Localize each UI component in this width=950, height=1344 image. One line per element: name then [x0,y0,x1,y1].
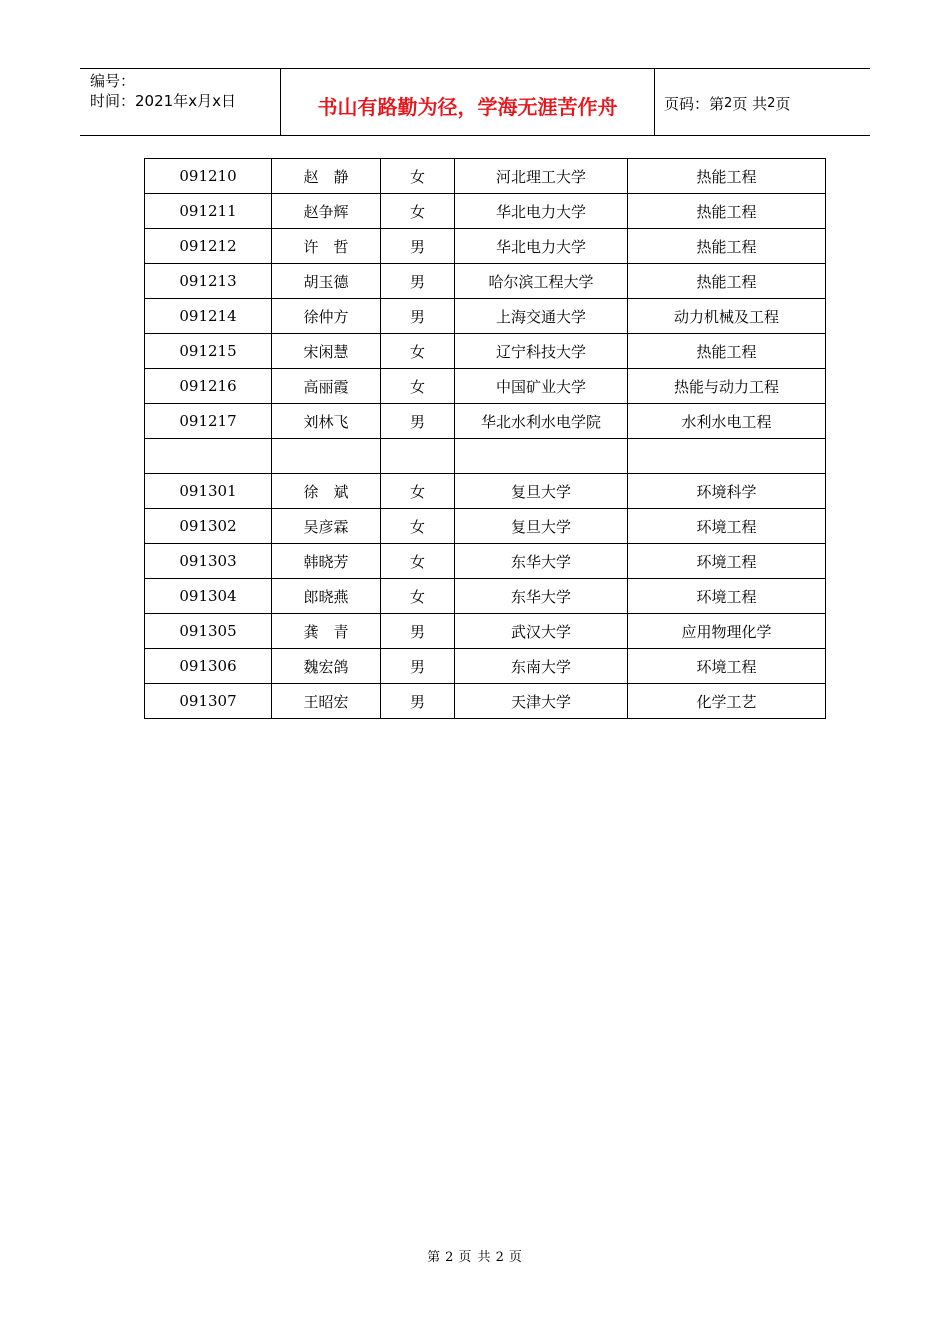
page-mid: 页 共 [732,94,768,113]
page-footer [0,1246,950,1265]
name-cell: 吴彦霖 [272,509,381,544]
major-cell: 环境科学 [628,474,826,509]
university-cell: 天津大学 [455,684,628,719]
name-cell: 郎晓燕 [272,579,381,614]
student-id-cell: 091213 [145,264,272,299]
name-cell: 许 哲 [272,229,381,264]
name-cell: 王昭宏 [272,684,381,719]
name-cell: 魏宏鸽 [272,649,381,684]
name-cell: 赵 静 [272,159,381,194]
university-cell: 华北电力大学 [455,194,628,229]
footer-current: 2 [445,1250,455,1265]
university-cell: 河北理工大学 [455,159,628,194]
name-cell [272,439,381,474]
page-label: 页码： [664,94,710,113]
page-prefix: 第 [709,94,725,113]
time-value: 2021年x月x日 [135,92,236,110]
name-cell: 刘林飞 [272,404,381,439]
time-line [90,91,280,111]
student-id-cell: 091303 [145,544,272,579]
major-cell: 应用物理化学 [628,614,826,649]
gender-cell: 女 [381,509,455,544]
university-cell: 东华大学 [455,579,628,614]
page-header [80,68,870,136]
header-motto: 书山有路勤为径，学海无涯苦作舟 [281,69,655,135]
name-cell: 徐仲方 [272,299,381,334]
gender-cell: 女 [381,194,455,229]
gender-cell: 女 [381,579,455,614]
name-cell: 宋闲慧 [272,334,381,369]
table-row [145,229,826,264]
gender-cell: 女 [381,369,455,404]
student-id-cell: 091304 [145,579,272,614]
table-row [145,299,826,334]
table-row [145,474,826,509]
gender-cell: 女 [381,334,455,369]
student-id-cell: 091217 [145,404,272,439]
major-cell [628,439,826,474]
gender-cell [381,439,455,474]
major-cell: 热能工程 [628,194,826,229]
name-cell: 韩晓芳 [272,544,381,579]
name-cell: 龚 青 [272,614,381,649]
student-id-cell: 091305 [145,614,272,649]
major-cell: 热能与动力工程 [628,369,826,404]
table-row [145,264,826,299]
gender-cell: 男 [381,229,455,264]
university-cell: 复旦大学 [455,509,628,544]
gender-cell: 男 [381,684,455,719]
table-row [145,684,826,719]
table-row [145,334,826,369]
university-cell: 哈尔滨工程大学 [455,264,628,299]
major-cell: 环境工程 [628,579,826,614]
table-row [145,194,826,229]
university-cell: 辽宁科技大学 [455,334,628,369]
gender-cell: 男 [381,264,455,299]
footer-mid: 页 共 [458,1250,492,1265]
header-meta [80,69,281,135]
student-id-cell: 091212 [145,229,272,264]
university-cell [455,439,628,474]
table-row [145,404,826,439]
gender-cell: 男 [381,614,455,649]
roster-body [145,159,826,719]
major-cell: 热能工程 [628,159,826,194]
page-total: 2 [767,95,776,111]
table-row [145,614,826,649]
name-cell: 胡玉德 [272,264,381,299]
gender-cell: 男 [381,404,455,439]
student-id-cell [145,439,272,474]
major-cell: 环境工程 [628,509,826,544]
page-suffix: 页 [775,94,791,113]
table-row [145,649,826,684]
name-cell: 徐 斌 [272,474,381,509]
footer-prefix: 第 [427,1250,442,1265]
major-cell: 水利水电工程 [628,404,826,439]
table-row [145,509,826,544]
major-cell: 热能工程 [628,334,826,369]
gender-cell: 女 [381,544,455,579]
major-cell: 热能工程 [628,264,826,299]
student-roster-table [144,158,826,719]
university-cell: 中国矿业大学 [455,369,628,404]
student-id-cell: 091302 [145,509,272,544]
major-cell: 热能工程 [628,229,826,264]
gender-cell: 男 [381,649,455,684]
university-cell: 上海交通大学 [455,299,628,334]
student-id-cell: 091216 [145,369,272,404]
student-id-cell: 091215 [145,334,272,369]
university-cell: 东华大学 [455,544,628,579]
gender-cell: 女 [381,159,455,194]
footer-total: 2 [495,1250,505,1265]
table-row [145,439,826,474]
university-cell: 华北水利水电学院 [455,404,628,439]
table-row [145,369,826,404]
university-cell: 东南大学 [455,649,628,684]
table-row [145,579,826,614]
footer-suffix: 页 [508,1250,523,1265]
major-cell: 环境工程 [628,544,826,579]
student-id-cell: 091211 [145,194,272,229]
student-id-cell: 091210 [145,159,272,194]
name-cell: 赵争辉 [272,194,381,229]
student-id-cell: 091307 [145,684,272,719]
student-id-cell: 091301 [145,474,272,509]
university-cell: 复旦大学 [455,474,628,509]
name-cell: 高丽霞 [272,369,381,404]
page-current: 2 [724,95,733,111]
student-id-cell: 091214 [145,299,272,334]
major-cell: 环境工程 [628,649,826,684]
major-cell: 动力机械及工程 [628,299,826,334]
student-id-cell: 091306 [145,649,272,684]
major-cell: 化学工艺 [628,684,826,719]
number-label: 编号： [90,72,136,90]
header-page-info [655,69,870,135]
table-row [145,544,826,579]
gender-cell: 女 [381,474,455,509]
university-cell: 武汉大学 [455,614,628,649]
table-row [145,159,826,194]
gender-cell: 男 [381,299,455,334]
time-label: 时间： [90,92,136,110]
university-cell: 华北电力大学 [455,229,628,264]
